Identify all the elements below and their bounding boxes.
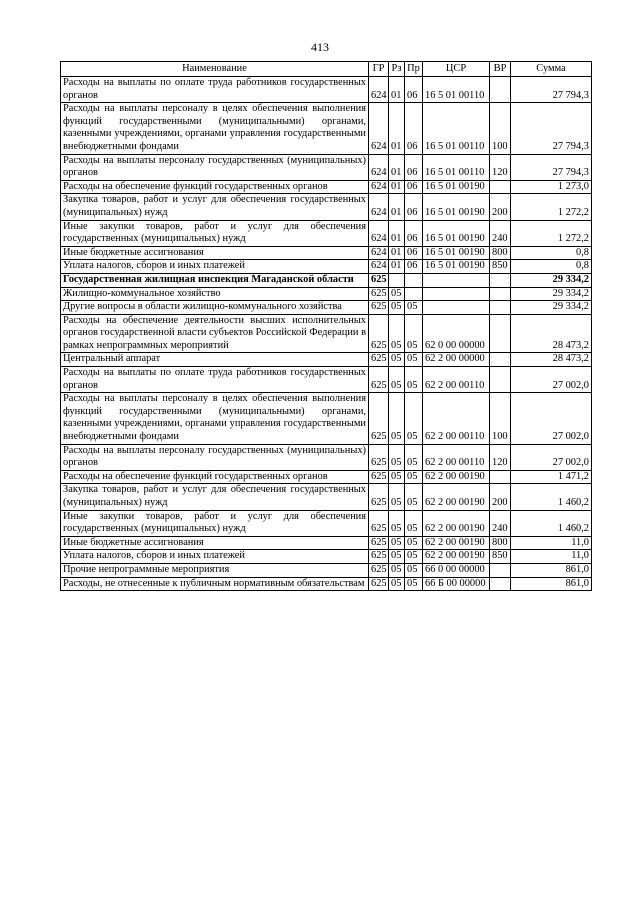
cell-gr: 625: [369, 301, 389, 315]
cell-gr: 625: [369, 470, 389, 484]
header-vr: ВР: [490, 62, 511, 77]
cell-csr: 16 5 01 00110: [423, 77, 490, 103]
cell-sum: 1 460,2: [511, 510, 592, 536]
cell-csr: 66 0 00 00000: [423, 563, 490, 577]
header-name: Наименование: [61, 62, 369, 77]
cell-gr: 625: [369, 287, 389, 301]
cell-sum: 29 334,2: [511, 273, 592, 287]
cell-name: Иные закупки товаров, работ и услуг для обеспечения государственных (муниципальных) нужд: [61, 220, 369, 246]
cell-rz: 05: [389, 367, 405, 393]
cell-csr: 16 5 01 00190: [423, 246, 490, 260]
cell-gr: 624: [369, 103, 389, 154]
cell-pr: 05: [405, 367, 423, 393]
header-csr: ЦСР: [423, 62, 490, 77]
cell-rz: 05: [389, 550, 405, 564]
cell-sum: 0,8: [511, 246, 592, 260]
cell-sum: 1 471,2: [511, 470, 592, 484]
cell-rz: 05: [389, 314, 405, 353]
cell-pr: 05: [405, 353, 423, 367]
cell-rz: 01: [389, 246, 405, 260]
cell-gr: 625: [369, 536, 389, 550]
cell-name: Центральный аппарат: [61, 353, 369, 367]
cell-rz: 01: [389, 77, 405, 103]
cell-vr: [490, 273, 511, 287]
cell-csr: 16 5 01 00190: [423, 260, 490, 274]
table-row: [61, 220, 592, 246]
cell-name: Расходы на выплаты персоналу в целях обеспечения выполнения функций государственными (муниципальными) органами, казенными учреждениями, органами управления государственными внебюджетными фондами: [61, 103, 369, 154]
cell-name: Расходы на обеспечение функций государственных органов: [61, 180, 369, 194]
budget-table: [60, 61, 592, 591]
cell-name: Закупка товаров, работ и услуг для обеспечения государственных (муниципальных) нужд: [61, 484, 369, 510]
cell-name: Государственная жилищная инспекция Магаданской области: [61, 273, 369, 287]
cell-sum: 1 272,2: [511, 194, 592, 220]
cell-sum: 861,0: [511, 563, 592, 577]
cell-name: Уплата налогов, сборов и иных платежей: [61, 550, 369, 564]
cell-sum: 1 272,2: [511, 220, 592, 246]
table-row: [61, 444, 592, 470]
table-row: [61, 301, 592, 315]
cell-csr: 62 2 00 00110: [423, 367, 490, 393]
cell-name: Расходы на выплаты персоналу государственных (муниципальных) органов: [61, 154, 369, 180]
cell-sum: 27 002,0: [511, 393, 592, 444]
cell-sum: 11,0: [511, 536, 592, 550]
cell-rz: 01: [389, 220, 405, 246]
cell-csr: 66 Б 00 00000: [423, 577, 490, 591]
cell-gr: 625: [369, 353, 389, 367]
cell-name: Жилищно-коммунальное хозяйство: [61, 287, 369, 301]
cell-csr: 16 5 01 00190: [423, 194, 490, 220]
cell-name: Прочие непрограммные мероприятия: [61, 563, 369, 577]
cell-gr: 625: [369, 273, 389, 287]
cell-pr: 06: [405, 220, 423, 246]
cell-vr: 100: [490, 393, 511, 444]
cell-vr: 850: [490, 260, 511, 274]
cell-rz: 05: [389, 577, 405, 591]
table-row: [61, 260, 592, 274]
cell-pr: 05: [405, 393, 423, 444]
cell-gr: 625: [369, 510, 389, 536]
cell-gr: 624: [369, 246, 389, 260]
cell-gr: 625: [369, 444, 389, 470]
table-row: [61, 367, 592, 393]
cell-name: Расходы, не отнесенные к публичным нормативным обязательствам: [61, 577, 369, 591]
cell-vr: [490, 353, 511, 367]
cell-gr: 625: [369, 484, 389, 510]
cell-vr: [490, 301, 511, 315]
cell-rz: 05: [389, 470, 405, 484]
cell-pr: 05: [405, 510, 423, 536]
cell-vr: [490, 470, 511, 484]
cell-rz: 05: [389, 510, 405, 536]
table-row: [61, 563, 592, 577]
cell-sum: 27 794,3: [511, 154, 592, 180]
cell-pr: 05: [405, 577, 423, 591]
cell-csr: 62 2 00 00190: [423, 484, 490, 510]
cell-vr: 120: [490, 154, 511, 180]
cell-gr: 624: [369, 77, 389, 103]
cell-sum: 1 273,0: [511, 180, 592, 194]
cell-gr: 624: [369, 194, 389, 220]
cell-vr: 100: [490, 103, 511, 154]
table-row: [61, 314, 592, 353]
cell-vr: 200: [490, 194, 511, 220]
cell-name: Расходы на выплаты по оплате труда работников государственных органов: [61, 77, 369, 103]
cell-sum: 27 002,0: [511, 367, 592, 393]
cell-pr: [405, 287, 423, 301]
cell-rz: 01: [389, 154, 405, 180]
cell-sum: 27 002,0: [511, 444, 592, 470]
cell-rz: [389, 273, 405, 287]
cell-vr: 800: [490, 536, 511, 550]
cell-sum: 11,0: [511, 550, 592, 564]
cell-rz: 05: [389, 536, 405, 550]
cell-rz: 05: [389, 393, 405, 444]
table-row: [61, 103, 592, 154]
table-row: [61, 393, 592, 444]
cell-vr: 240: [490, 510, 511, 536]
table-header-row: [61, 62, 592, 77]
cell-pr: 05: [405, 536, 423, 550]
cell-pr: 05: [405, 470, 423, 484]
cell-rz: 05: [389, 563, 405, 577]
cell-gr: 625: [369, 550, 389, 564]
cell-rz: 01: [389, 180, 405, 194]
cell-sum: 28 473,2: [511, 353, 592, 367]
cell-pr: 06: [405, 154, 423, 180]
cell-name: Расходы на выплаты по оплате труда работников государственных органов: [61, 367, 369, 393]
cell-rz: 01: [389, 260, 405, 274]
cell-name: Расходы на выплаты персоналу государственных (муниципальных) органов: [61, 444, 369, 470]
cell-sum: 1 460,2: [511, 484, 592, 510]
cell-pr: 06: [405, 194, 423, 220]
cell-csr: 62 2 00 00190: [423, 470, 490, 484]
cell-csr: 62 2 00 00000: [423, 353, 490, 367]
cell-csr: 62 2 00 00190: [423, 536, 490, 550]
cell-csr: 16 5 01 00110: [423, 103, 490, 154]
cell-gr: 625: [369, 563, 389, 577]
cell-csr: 62 2 00 00110: [423, 444, 490, 470]
cell-sum: 861,0: [511, 577, 592, 591]
cell-vr: [490, 77, 511, 103]
cell-gr: 624: [369, 220, 389, 246]
cell-rz: 01: [389, 103, 405, 154]
cell-gr: 625: [369, 314, 389, 353]
cell-vr: [490, 314, 511, 353]
cell-gr: 624: [369, 260, 389, 274]
cell-name: Другие вопросы в области жилищно-коммунального хозяйства: [61, 301, 369, 315]
cell-vr: [490, 577, 511, 591]
table-row: [61, 510, 592, 536]
cell-name: Расходы на выплаты персоналу в целях обеспечения выполнения функций государственными (муниципальными) органами, казенными учреждениями, органами управления государственными внебюджетными фондами: [61, 393, 369, 444]
cell-rz: 01: [389, 194, 405, 220]
cell-csr: [423, 301, 490, 315]
cell-rz: 05: [389, 287, 405, 301]
cell-gr: 624: [369, 154, 389, 180]
cell-gr: 625: [369, 393, 389, 444]
table-row: [61, 577, 592, 591]
page-number: 413: [311, 40, 329, 54]
cell-pr: 05: [405, 444, 423, 470]
cell-csr: 16 5 01 00110: [423, 154, 490, 180]
cell-vr: 850: [490, 550, 511, 564]
cell-pr: 05: [405, 301, 423, 315]
table-row: [61, 353, 592, 367]
cell-sum: 28 473,2: [511, 314, 592, 353]
cell-gr: 624: [369, 180, 389, 194]
cell-pr: 05: [405, 484, 423, 510]
header-rz: Рз: [389, 62, 405, 77]
cell-csr: 62 2 00 00190: [423, 550, 490, 564]
cell-vr: 120: [490, 444, 511, 470]
cell-name: Иные бюджетные ассигнования: [61, 536, 369, 550]
cell-gr: 625: [369, 367, 389, 393]
cell-name: Закупка товаров, работ и услуг для обеспечения государственных (муниципальных) нужд: [61, 194, 369, 220]
cell-sum: 29 334,2: [511, 301, 592, 315]
cell-vr: [490, 563, 511, 577]
cell-rz: 05: [389, 301, 405, 315]
table-row: [61, 287, 592, 301]
table-row: [61, 194, 592, 220]
cell-sum: 0,8: [511, 260, 592, 274]
cell-pr: 06: [405, 246, 423, 260]
cell-gr: 625: [369, 577, 389, 591]
cell-name: Расходы на обеспечение функций государственных органов: [61, 470, 369, 484]
cell-pr: 06: [405, 77, 423, 103]
table-body: [61, 77, 592, 591]
header-sum: Сумма: [511, 62, 592, 77]
cell-vr: [490, 367, 511, 393]
cell-pr: 05: [405, 550, 423, 564]
table-row: [61, 273, 592, 287]
cell-csr: 62 2 00 00190: [423, 510, 490, 536]
cell-sum: 29 334,2: [511, 287, 592, 301]
cell-name: Уплата налогов, сборов и иных платежей: [61, 260, 369, 274]
table-row: [61, 550, 592, 564]
header-pr: Пр: [405, 62, 423, 77]
cell-name: Расходы на обеспечение деятельности высших исполнительных органов государственной власти субъектов Российской Федерации в рамках непрограммных мероприятий: [61, 314, 369, 353]
cell-sum: 27 794,3: [511, 103, 592, 154]
table-row: [61, 180, 592, 194]
cell-vr: 240: [490, 220, 511, 246]
cell-pr: 05: [405, 314, 423, 353]
cell-name: Иные бюджетные ассигнования: [61, 246, 369, 260]
cell-vr: [490, 180, 511, 194]
cell-sum: 27 794,3: [511, 77, 592, 103]
table-row: [61, 484, 592, 510]
cell-pr: 05: [405, 563, 423, 577]
table-row: [61, 246, 592, 260]
table-row: [61, 536, 592, 550]
header-gr: ГР: [369, 62, 389, 77]
cell-csr: [423, 287, 490, 301]
cell-vr: 200: [490, 484, 511, 510]
cell-pr: [405, 273, 423, 287]
cell-csr: 62 2 00 00110: [423, 393, 490, 444]
cell-csr: 16 5 01 00190: [423, 220, 490, 246]
cell-pr: 06: [405, 180, 423, 194]
cell-vr: [490, 287, 511, 301]
cell-vr: 800: [490, 246, 511, 260]
table-row: [61, 77, 592, 103]
table-row: [61, 154, 592, 180]
cell-pr: 06: [405, 103, 423, 154]
cell-pr: 06: [405, 260, 423, 274]
table-row: [61, 470, 592, 484]
cell-rz: 05: [389, 353, 405, 367]
cell-csr: 16 5 01 00190: [423, 180, 490, 194]
cell-csr: 62 0 00 00000: [423, 314, 490, 353]
cell-rz: 05: [389, 484, 405, 510]
cell-name: Иные закупки товаров, работ и услуг для обеспечения государственных (муниципальных) нужд: [61, 510, 369, 536]
cell-rz: 05: [389, 444, 405, 470]
cell-csr: [423, 273, 490, 287]
